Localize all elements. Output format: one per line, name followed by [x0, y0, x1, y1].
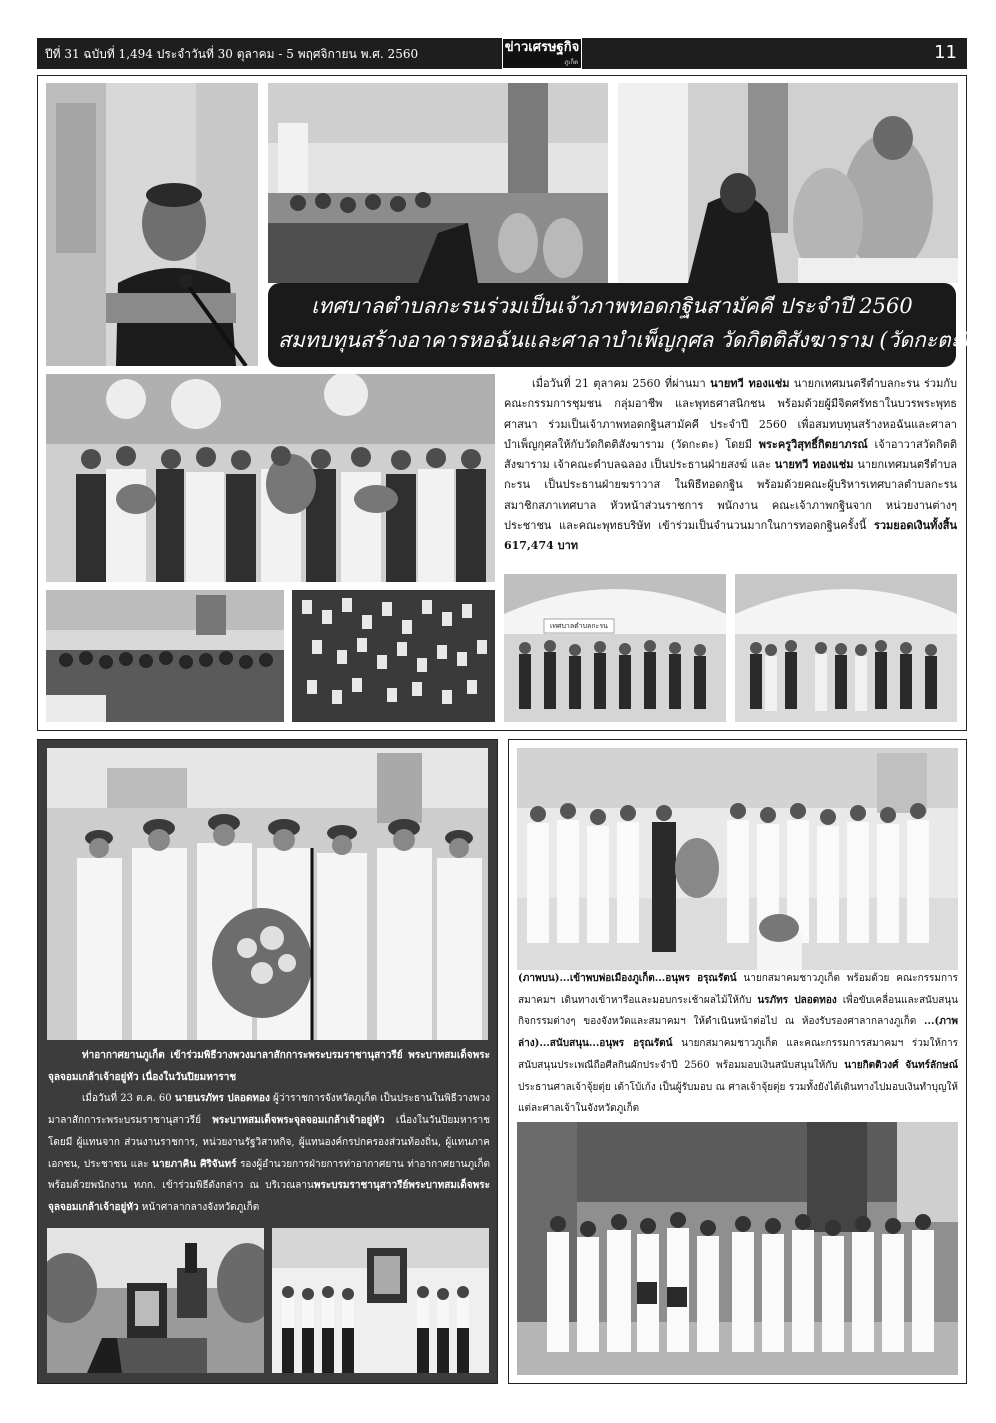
caption-name-shrine-president: นายกิตติวงศ์ จันทร์ลักษณ์: [844, 1059, 959, 1071]
caption-text-segment: ประธานศาลเจ้าจุ้ยตุ่ย เต้าโบ้เก้ง เป็นผู้รับมอบ ณ ศาลเจ้าจุ้ยตุ่ย รวมทั้งยังได้เดินทางไปมอบเงินทำบุญให้แต่ละศาลเจ้าในจังหวัดภูเก็ต: [518, 1081, 958, 1115]
tent-sign: เทศบาลตำบลกะรน: [550, 622, 608, 630]
photo-seated-crowd: [46, 590, 284, 722]
photo-speaker-at-microphone: [46, 83, 258, 366]
body-name-mayor: นายทวี ทองแช่ม: [710, 377, 790, 390]
photo-officials-saluting: [47, 748, 488, 1040]
photo-group-at-monument: [272, 1228, 489, 1373]
body-text-segment: เจ้าอาวาสวัดกิตติสังฆาราม เจ้าคณะตำบลฉลอง เป็นประธานฝ่ายสงฆ์ และ: [504, 437, 958, 472]
caption-name-king: พระบาทสมเด็จพระจุลจอมเกล้าเจ้าอยู่หัว: [212, 1115, 385, 1127]
caption-name-governor: นายนรภัทร ปลอดทอง: [174, 1093, 270, 1105]
photo-group-at-shrine: [517, 1122, 958, 1375]
caption-heading: ท่าอากาศยานภูเก็ต เข้าร่วมพิธีวางพวงมาลาสักการะพระบรมราชานุสาวรีย์ พระบาทสมเด็จพระจุลจอมเกล้าเจ้าอยู่หัว เนื่องในวันปิยมหาราช: [48, 1050, 490, 1083]
photo-group-under-tent-2: [735, 574, 957, 722]
body-text-segment: นายกเทศมนตรีตำบลกะรน เป็นประธานฝ่ายฆราวาส ในพิธีทอดกฐิน พร้อมด้วยคณะผู้บริหารเทศบาลตำบลกะรน สมาชิกสภาเทศบาล หัวหน้าส่วนราชการ พนักงาน คณะเจ้าภาพกฐินจาก หน่วยงานต่างๆ ประชาชน และคณะพุทธบริษัท เข้าร่วมเป็นจำนวนมากในการทอดกฐินครั้งนี้: [504, 458, 957, 533]
page-number: 11: [934, 42, 957, 63]
airport-story-caption: [48, 1045, 490, 1219]
caption-top-photo-heading: (ภาพบน)...เข้าพบพ่อเมืองภูเก็ต...อนุพร อรุณรัตน์: [518, 973, 737, 984]
caption-name-governor: นรภัทร ปลอดทอง: [757, 994, 837, 1006]
photo-offering-to-monk: [618, 83, 958, 283]
body-text-segment: นายกเทศมนตรีตำบลกะรน ร่วมกับคณะกรรมการชุมชน กลุ่มอาชีพ และพุทธศาสนิกชน พร้อมด้วยผู้มีจิตศรัทธาในบวรพระพุทธศาสนา ร่วมเป็นเจ้าภาพทอดกฐินสามัคคี ประจำปี 2560 เพื่อสมทบทุนสร้างหอฉันและศาลาบำเพ็ญกุศลให้กับวัดกิตติสังฆาราม (วัดกะตะ) โดยมี: [504, 377, 957, 451]
body-total-amount: รวมยอดเงินทั้งสิ้น 617,474 บาท: [504, 519, 957, 553]
photo-group-under-tent-1: [504, 574, 726, 722]
body-name-mayor: นายทวี ทองแช่ม: [774, 458, 854, 472]
photo-meeting-governor: [517, 748, 958, 970]
top-story-headline: [268, 283, 971, 367]
caption-text-segment: นายกสมาคมชาวภูเก็ต และคณะกรรมการสมาคมฯ ร่วมให้การสนับสนุนประเพณีถือศีลกินผักประจำปี 2560 พร้อมมอบเงินสนับสนุนให้กับ: [518, 1038, 958, 1071]
headline-line-1: เทศบาลตำบลกะรนร่วมเป็นเจ้าภาพทอดกฐินสามัคคี ประจำปี 2560: [311, 294, 913, 318]
photo-king-monument: [47, 1228, 264, 1373]
photo-group-with-offerings: [46, 374, 495, 582]
caption-text-segment: นายกสมาคมชาวภูเก็ต พร้อมด้วย คณะกรรมการสมาคมฯ เดินทางเข้าหารือและมอบกระเช้าผลไม้ให้กับ: [518, 973, 958, 1006]
photo-hall-ceremony: [268, 83, 608, 283]
caption-text-segment: หน้าศาลากลางจังหวัดภูเก็ต: [138, 1201, 260, 1213]
body-name-abbot: พระครูวิสุทธิ์กิตยาภรณ์: [758, 437, 868, 451]
caption-monument: พระบรมราชานุสาวรีย์พระบาทสมเด็จพระจุลจอมเกล้าเจ้าอยู่หัว: [48, 1180, 490, 1213]
caption-text-segment: เมื่อวันที่ 23 ต.ค. 60: [82, 1093, 175, 1105]
caption-text-segment: เนื่องในวันปิยมหาราช โดยมี ผู้แทนจาก ส่วนงานราชการ, หน่วยงานรัฐวิสาหกิจ, ผู้แทนองค์กรปกครองส่วนท้องถิ่น, ผู้แทนภาคเอกชน, ประชาชน และ: [48, 1115, 490, 1170]
headline-line-2: สมทบทุนสร้างอาคารหอฉันและศาลาบำเพ็ญกุศล วัดกิตติสังฆาราม (วัดกะตะ): [278, 328, 971, 352]
body-text-segment: เมื่อวันที่ 21 ตุลาคม 2560 ที่ผ่านมา: [532, 377, 711, 390]
masthead-bar: [37, 38, 967, 69]
top-story-body: [504, 374, 957, 557]
newspaper-logo: [502, 38, 582, 69]
caption-bottom-photo-heading: ...(ภาพล่าง)...สนับสนุน...อนุพร อรุณรัตน์: [518, 1016, 958, 1050]
caption-name-deputy: นายภาคิน ศิริจันทร์: [152, 1158, 237, 1170]
logo-subtitle: ภูเก็ต: [564, 59, 578, 66]
association-story-caption: [518, 968, 958, 1120]
issue-line: ปีที่ 31 ฉบับที่ 1,494 ประจำวันที่ 30 ตุลาคม - 5 พฤศจิกายน พ.ศ. 2560: [45, 47, 419, 61]
caption-text-segment: รองผู้อำนวยการฝ่ายการท่าอากาศยาน ท่าอากาศยานภูเก็ต พร้อมด้วยพนักงาน ทภก. เข้าร่วมพิธีดังกล่าว ณ บริเวณลาน: [48, 1158, 490, 1192]
photo-money-tree: [292, 590, 495, 722]
caption-text-segment: ผู้ว่าราชการจังหวัดภูเก็ต เป็นประธานในพิธีวางพวงมาลาสักการะพระบรมราชานุสาวรีย์: [48, 1093, 490, 1127]
logo-title: ข่าวเศรษฐกิจ: [504, 40, 580, 55]
caption-text-segment: เพื่อขับเคลื่อนและสนับสนุนกิจกรรมต่างๆ ของจังหวัดและสมาคมฯ ให้ดำเนินหน้าต่อไป ณ ห้องรับรองศาลากลางภูเก็ต: [518, 994, 959, 1028]
